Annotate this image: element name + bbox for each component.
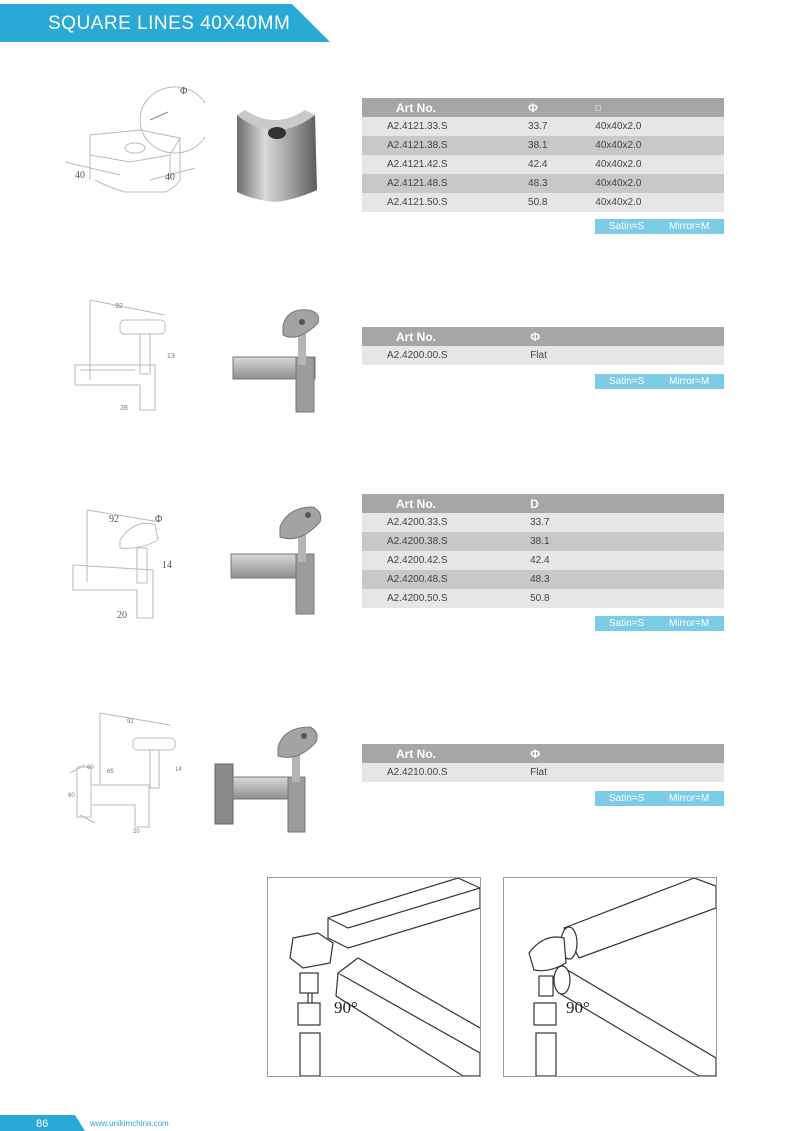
table-row: [362, 136, 724, 155]
col-header-diameter: Φ: [530, 744, 598, 763]
dim-label: 28: [120, 405, 128, 412]
section-cell: [599, 589, 724, 608]
dim-label: 40: [165, 172, 175, 183]
dim-label: 14: [175, 767, 182, 773]
section-cell: 40x40x2.0: [595, 155, 724, 174]
diameter-cell: 38.1: [530, 532, 599, 551]
section-cell: 40x40x2.0: [595, 174, 724, 193]
installation-diagram-round: [503, 877, 717, 1077]
dim-label: 92: [115, 303, 123, 310]
dim-label: Φ: [155, 514, 163, 525]
art-no-cell: A2.4121.42.S: [362, 155, 528, 174]
table-row: [362, 589, 724, 608]
mirror-label: Mirror=M: [669, 618, 710, 629]
col-header-art-no: Art No.: [362, 98, 528, 117]
angle-label: 90°: [566, 998, 590, 1017]
section-cell: [599, 532, 724, 551]
diameter-cell: Flat: [530, 346, 598, 365]
table-row: [362, 193, 724, 212]
diameter-cell: Flat: [530, 763, 598, 782]
spec-table-2: [362, 327, 724, 365]
section-cell: 40x40x2.0: [595, 136, 724, 155]
finish-tag: [595, 791, 724, 806]
table-row: [362, 155, 724, 174]
table-row: [362, 532, 724, 551]
dim-label: 60: [87, 765, 94, 771]
diameter-cell: 42.4: [528, 155, 595, 174]
spec-table-3: [362, 494, 724, 608]
technical-drawing-4: [65, 705, 195, 835]
art-no-cell: A2.4200.00.S: [362, 346, 530, 365]
section-cell: 40x40x2.0: [595, 117, 724, 136]
col-header-art-no: Art No.: [362, 744, 530, 763]
mirror-label: Mirror=M: [669, 376, 710, 387]
dim-label: 92: [127, 719, 134, 725]
page-title: SQUARE LINES 40X40MM: [48, 13, 291, 34]
satin-label: Satin=S: [609, 618, 645, 629]
art-no-cell: A2.4121.48.S: [362, 174, 528, 193]
col-header-diameter: Φ: [528, 98, 595, 117]
page-number: 86: [36, 1118, 49, 1130]
dim-label: 65: [107, 769, 114, 775]
dim-label: 13: [167, 353, 175, 360]
technical-drawing-2: [65, 290, 195, 420]
spec-table-4: [362, 744, 724, 782]
art-no-cell: A2.4200.48.S: [362, 570, 530, 589]
dim-label: 92: [109, 514, 119, 525]
technical-drawing-3: [65, 500, 195, 630]
product-photo-3: [228, 502, 338, 622]
section-cell: 40x40x2.0: [595, 193, 724, 212]
section-cell: [598, 763, 724, 782]
dim-label: Φ: [180, 86, 188, 97]
technical-drawing-1: [50, 80, 205, 215]
finish-tag: [595, 616, 724, 631]
satin-label: Satin=S: [609, 793, 645, 804]
diameter-cell: 50.8: [530, 589, 599, 608]
table-row: [362, 570, 724, 589]
dim-label: 14: [162, 560, 172, 571]
art-no-cell: A2.4200.42.S: [362, 551, 530, 570]
dim-label: 20: [117, 610, 127, 621]
spec-table-1: [362, 98, 724, 212]
diameter-cell: 48.3: [530, 570, 599, 589]
mirror-label: Mirror=M: [669, 221, 710, 232]
art-no-cell: A2.4200.33.S: [362, 513, 530, 532]
col-header-empty: [598, 327, 724, 346]
mirror-label: Mirror=M: [669, 793, 710, 804]
product-photo-2: [228, 305, 338, 415]
col-header-diameter: D: [530, 494, 599, 513]
table-row: [362, 174, 724, 193]
finish-tag: [595, 374, 724, 389]
section-cell: [599, 513, 724, 532]
col-header-section: □: [595, 98, 724, 117]
col-header-art-no: Art No.: [362, 327, 530, 346]
satin-label: Satin=S: [609, 376, 645, 387]
diameter-cell: 42.4: [530, 551, 599, 570]
dim-label: 40: [75, 170, 85, 181]
col-header-empty: [598, 744, 724, 763]
diameter-cell: 38.1: [528, 136, 595, 155]
dim-label: 20: [133, 829, 140, 835]
diameter-cell: 50.8: [528, 193, 595, 212]
art-no-cell: A2.4200.50.S: [362, 589, 530, 608]
installation-diagram-square: [267, 877, 481, 1077]
angle-label: 90°: [334, 998, 358, 1017]
table-row: [362, 117, 724, 136]
product-photo-4: [212, 722, 327, 837]
section-cell: [599, 551, 724, 570]
art-no-cell: A2.4121.50.S: [362, 193, 528, 212]
diameter-cell: 48.3: [528, 174, 595, 193]
col-header-empty: [599, 494, 724, 513]
table-row: [362, 551, 724, 570]
section-cell: [598, 346, 724, 365]
table-row: [362, 346, 724, 365]
col-header-diameter: Φ: [530, 327, 598, 346]
art-no-cell: A2.4121.38.S: [362, 136, 528, 155]
art-no-cell: A2.4210.00.S: [362, 763, 530, 782]
section-cell: [599, 570, 724, 589]
diameter-cell: 33.7: [530, 513, 599, 532]
art-no-cell: A2.4121.33.S: [362, 117, 528, 136]
table-row: [362, 513, 724, 532]
satin-label: Satin=S: [609, 221, 645, 232]
diameter-cell: 33.7: [528, 117, 595, 136]
product-photo-1: [225, 100, 325, 210]
col-header-art-no: Art No.: [362, 494, 530, 513]
table-row: [362, 763, 724, 782]
finish-tag: [595, 219, 724, 234]
dim-label: 60: [68, 793, 75, 799]
art-no-cell: A2.4200.38.S: [362, 532, 530, 551]
website-link[interactable]: www.unikimchina.com: [90, 1119, 169, 1128]
